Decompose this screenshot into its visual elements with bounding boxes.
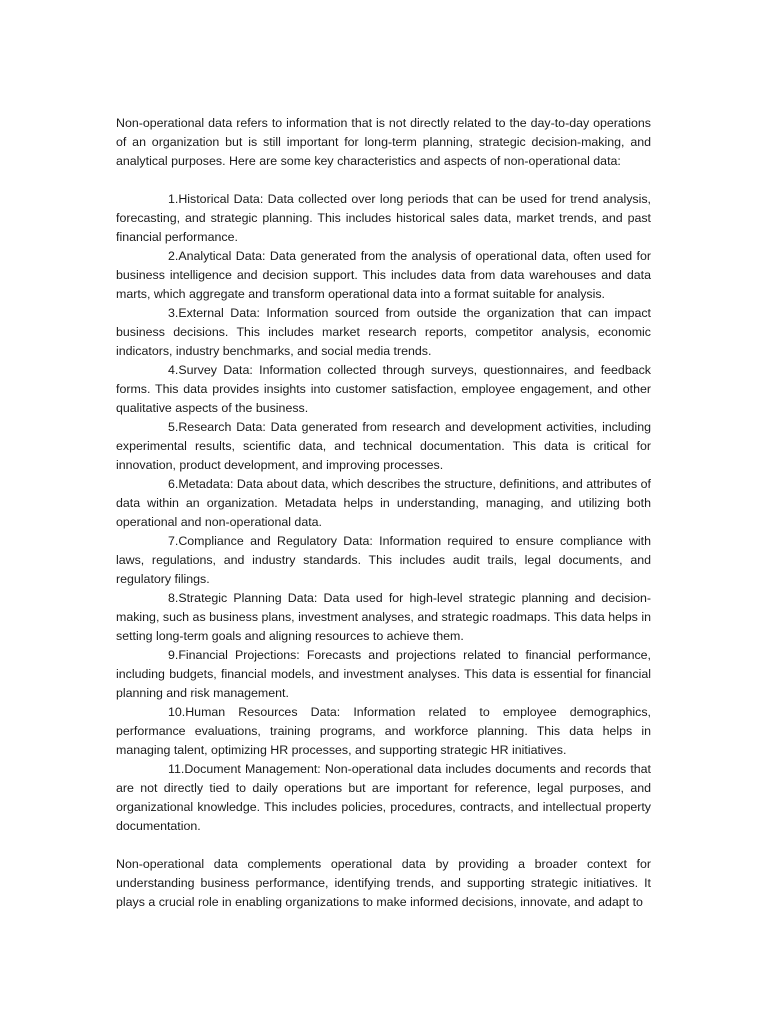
list-item-number: 11.	[168, 762, 185, 776]
list-item-number: 7.	[168, 534, 179, 548]
list-item-text: Strategic Planning Data: Data used for high-level strategic planning and decision-making, such as business plans, investment analyses, and strategic roadmaps. This data helps in setting long-term goals and aligning resources to achieve them.	[116, 591, 651, 643]
list-item-text: Metadata: Data about data, which describes the structure, definitions, and attributes of data within an organization. Metadata helps in understanding, managing, and utilizing both operational and non-operational data.	[116, 477, 651, 529]
list-item-number: 9.	[168, 648, 179, 662]
intro-paragraph: Non-operational data refers to information that is not directly related to the day-to-day operations of an organization but is still important for long-term planning, strategic decision-making, and analytical purposes. Here are some key characteristics and aspects of non-operational data:	[116, 116, 651, 168]
list-item-number: 5.	[168, 420, 179, 434]
list-item-number: 10.	[168, 705, 186, 719]
list-item-text: Historical Data: Data collected over long periods that can be used for trend analysis, forecasting, and strategic planning. This includes historical sales data, market trends, and past financial performance.	[116, 192, 651, 244]
list-item-text: Financial Projections: Forecasts and projections related to financial performance, including budgets, financial models, and investment analyses. This data is essential for financial planning and risk management.	[116, 648, 651, 700]
list-item-number: 8.	[168, 591, 179, 605]
list-item-text: External Data: Information sourced from outside the organization that can impact business decisions. This includes market research reports, competitor analysis, economic indicators, industry benchmarks, and social media trends.	[116, 306, 651, 358]
list-item-text: Compliance and Regulatory Data: Information required to ensure compliance with laws, regulations, and industry standards. This includes audit trails, legal documents, and regulatory filings.	[116, 534, 651, 586]
list-item-text: Human Resources Data: Information related to employee demographics, performance evaluations, training programs, and workforce planning. This data helps in managing talent, optimizing HR processes, and supporting strategic HR initiatives.	[116, 705, 651, 757]
conclusion-paragraph: Non-operational data complements operational data by providing a broader context for understanding business performance, identifying trends, and supporting strategic initiatives. It plays a crucial role in enabling organizations to make informed decisions, innovate, and adapt to	[116, 857, 651, 909]
list-item	[116, 304, 651, 361]
document-page	[116, 114, 651, 912]
list-item	[116, 361, 651, 418]
list-item	[116, 475, 651, 532]
list-item-text: Document Management: Non-operational data includes documents and records that are not directly tied to daily operations but are important for reference, legal purposes, and organizational knowledge. This includes policies, procedures, contracts, and intellectual property documentation.	[116, 762, 651, 833]
list-item	[116, 418, 651, 475]
list-item-number: 1.	[168, 192, 179, 206]
list-item	[116, 190, 651, 247]
list-item	[116, 589, 651, 646]
list-item	[116, 646, 651, 703]
list-item	[116, 247, 651, 304]
list-item-text: Survey Data: Information collected through surveys, questionnaires, and feedback forms. This data provides insights into customer satisfaction, employee engagement, and other qualitative aspects of the business.	[116, 363, 651, 415]
list-item-text: Research Data: Data generated from research and development activities, including experimental results, scientific data, and technical documentation. This data is critical for innovation, product development, and improving processes.	[116, 420, 651, 472]
list-item	[116, 532, 651, 589]
list-item-number: 6.	[168, 477, 179, 491]
list-item-text: Analytical Data: Data generated from the analysis of operational data, often used for business intelligence and decision support. This includes data from data warehouses and data marts, which aggregate and transform operational data into a format suitable for analysis.	[116, 249, 651, 301]
list-item-number: 4.	[168, 363, 179, 377]
list-item-number: 3.	[168, 306, 179, 320]
characteristics-list	[116, 190, 651, 836]
list-item	[116, 760, 651, 836]
list-item	[116, 703, 651, 760]
list-item-number: 2.	[168, 249, 179, 263]
